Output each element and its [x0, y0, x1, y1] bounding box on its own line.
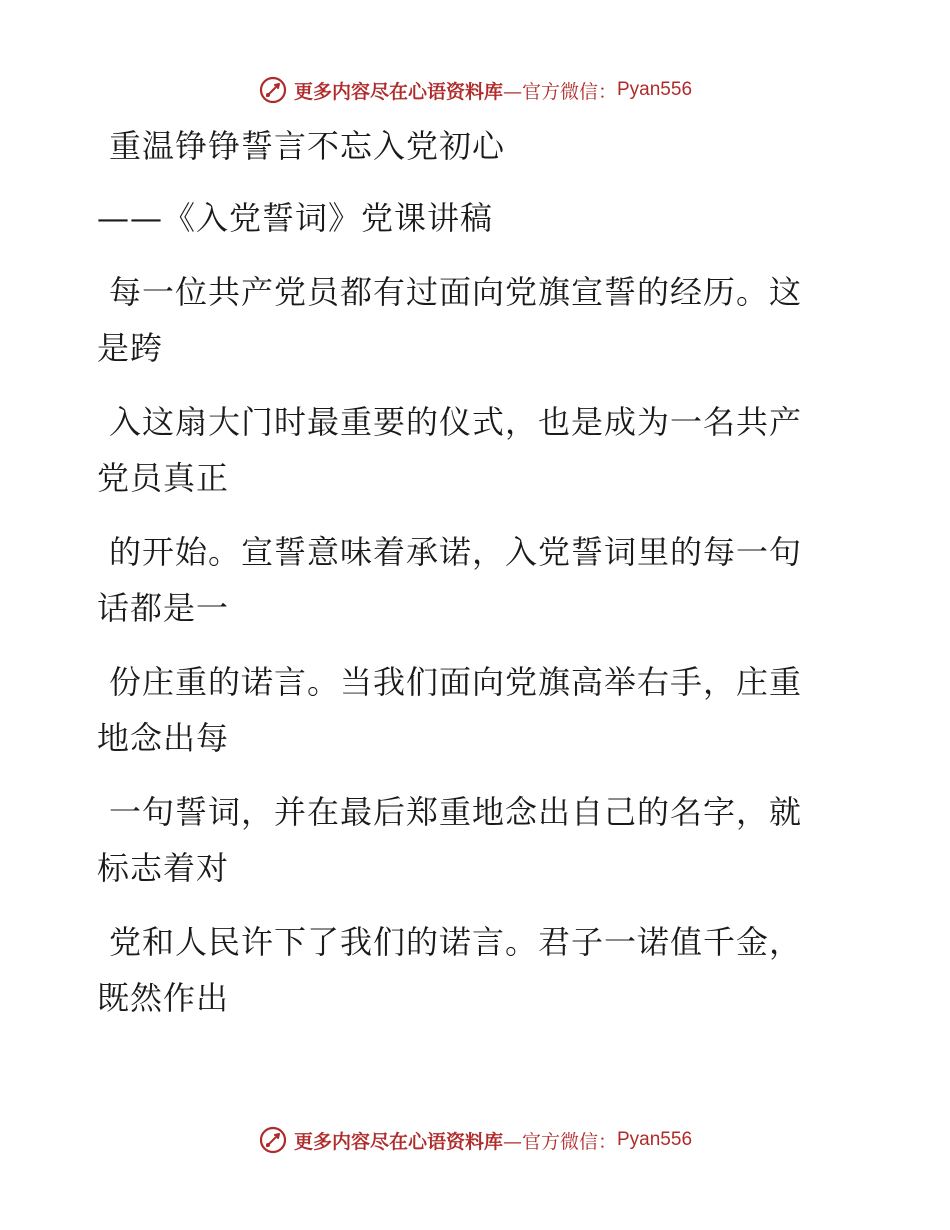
document-subtitle: ——《入党誓词》党课讲稿: [97, 199, 494, 237]
banner-separator: —官方微信：: [502, 80, 617, 103]
paragraph-line: 一句誓词，并在最后郑重地念出自己的名字，就: [109, 793, 803, 831]
banner-text: 更多内容尽在心语资料库: [293, 80, 503, 103]
quill-logo-icon: [258, 1125, 288, 1155]
paragraph-line: 每一位共产党员都有过面向党旗宣誓的经历。这: [109, 273, 803, 311]
paragraph-line: 入这扇大门时最重要的仪式，也是成为一名共产: [109, 403, 803, 441]
quill-logo-icon: [258, 75, 288, 105]
paragraph-line: 话都是一: [97, 589, 230, 627]
header-banner: [0, 70, 950, 110]
paragraph-line: 的开始。宣誓意味着承诺，入党誓词里的每一句: [109, 533, 803, 571]
banner-wechat-id: Pyan556: [617, 1129, 693, 1150]
document-title: 重温铮铮誓言不忘入党初心: [109, 127, 506, 165]
paragraph-line: 党员真正: [97, 459, 230, 497]
banner-separator: —官方微信：: [502, 1130, 617, 1153]
footer-banner: [0, 1120, 950, 1160]
paragraph-line: 是跨: [97, 329, 164, 367]
paragraph-line: 地念出每: [97, 719, 230, 757]
paragraph-line: 标志着对: [97, 849, 230, 887]
document-body: [97, 120, 837, 1015]
banner-wechat-id: Pyan556: [617, 79, 693, 100]
paragraph-line: 份庄重的诺言。当我们面向党旗高举右手，庄重: [109, 663, 803, 701]
banner-text: 更多内容尽在心语资料库: [293, 1130, 503, 1153]
paragraph-line: 党和人民许下了我们的诺言。君子一诺值千金，: [109, 923, 803, 961]
paragraph-line: 既然作出: [97, 979, 230, 1017]
